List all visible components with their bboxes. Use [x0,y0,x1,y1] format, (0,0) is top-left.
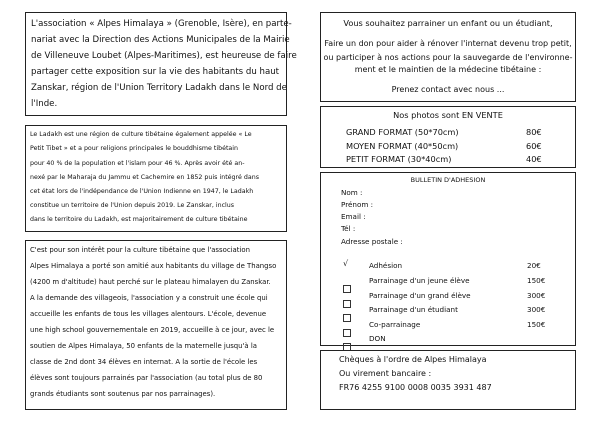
option-label: Parrainage d'un étudiant [369,305,458,314]
option-label: DON [369,334,386,343]
photo-format-label: MOYEN FORMAT (40*50cm) [346,141,459,151]
photo-format-label: GRAND FORMAT (50*70cm) [346,127,459,137]
intro-line: Zanskar, région de l'Union Territory Ladakh dans le Nord de [31,83,287,93]
ladakh-line: pour 40 % de la population et l'islam pour 46 %. Après avoir été an- [30,160,245,167]
payment-box [320,350,576,410]
intro-line: l'Inde. [31,99,58,109]
bulletin-box [320,172,576,346]
iban: FR76 4255 9100 0008 0035 3931 487 [339,383,492,392]
appeal-line: ment et le maintien de la médecine tibétaine : [354,65,542,74]
option-label: Adhésion [369,261,403,270]
appeal-line: ou participer à nos actions pour la sauvegarde de l'environne- [323,53,573,62]
photos-box [320,106,576,168]
history-line: une high school gouvernementale en 2019, accueille à ce jour, avec le [30,326,275,334]
history-line: soutien de Alpes Himalaya, 50 enfants de la maternelle jusqu'à la [30,342,257,350]
photo-format-price: 40€ [526,154,542,164]
option-price: 300€ [527,305,546,314]
form-field-address: Adresse postale : [341,237,403,246]
history-box [25,240,287,410]
option-price: 150€ [527,320,546,329]
option-price: 300€ [527,291,546,300]
history-line: (4200 m d'altitude) haut perché sur le plateau himalayen du Zanskar. [30,278,271,286]
payment-line: Ou virement bancaire : [339,369,432,378]
form-field-firstname: Prénom : [341,200,374,209]
check-mark[interactable]: √ [343,259,349,268]
option-label: Parrainage d'un grand élève [369,291,471,300]
appeal-line: Vous souhaitez parrainer un enfant ou un étudiant, [343,18,553,28]
ladakh-line: cet état lors de l'indépendance de l'Union Indienne en 1947, le Ladakh [30,188,254,195]
ladakh-line: Le Ladakh est une région de culture tibétaine également appelée « Le [30,131,252,138]
ladakh-line: dans le territoire du Ladakh, est majoritairement de culture tibétaine [30,216,248,223]
option-label: Parrainage d'un jeune élève [369,276,470,285]
appeal-line: Prenez contact avec nous ... [391,85,505,94]
ladakh-box [25,125,287,232]
bulletin-title: BULLETIN D'ADHESION [410,176,486,184]
photo-format-price: 60€ [526,141,542,151]
intro-line: de Villeneuve Loubet (Alpes-Maritimes), est heureuse de faire [31,51,297,61]
ladakh-line: Petit Tibet » et a pour religions principales le bouddhisme tibétain [30,145,239,152]
form-field-email: Email : [341,212,366,221]
ladakh-line: constitue un territoire de l'Union depuis 2019. Le Zanskar, inclus [30,202,235,209]
photo-format-price: 80€ [526,127,542,137]
appeal-box [320,12,576,102]
option-price: 20€ [527,261,541,270]
intro-line: partager cette exposition sur la vie des habitants du haut [31,67,280,77]
form-field-phone: Tél : [341,224,356,233]
history-line: Alpes Himalaya a porté son amitié aux habitants du village de Thangso [30,262,277,270]
history-line: accueille les enfants de tous les villages alentours. L'école, devenue [30,310,267,318]
history-line: A la demande des villageois, l'association y a construit une école qui [30,294,268,302]
form-field-name: Nom : [341,188,363,197]
history-line: grands étudiants sont soutenus par nos parrainages). [30,390,216,398]
history-line: C'est pour son intérêt pour la culture tibétaine que l'association [30,246,250,254]
appeal-line: Faire un don pour aider à rénover l'internat devenu trop petit, [324,39,572,48]
history-line: classe de 2nd dont 34 élèves en internat. A la sortie de l'école les [30,358,258,366]
photos-title: Nos photos sont EN VENTE [393,110,503,120]
payment-line: Chèques à l'ordre de Alpes Himalaya [339,355,487,364]
photo-format-label: PETIT FORMAT (30*40cm) [346,154,452,164]
option-label: Co-parrainage [369,320,421,329]
intro-box [25,12,297,116]
option-price: 150€ [527,276,546,285]
intro-line: nariat avec la Direction des Actions Municipales de la Mairie [31,35,290,45]
intro-line: L'association « Alpes Himalaya » (Grenoble, Isère), en parte- [31,19,292,29]
history-line: élèves sont toujours parrainés par l'association (au total plus de 80 [30,374,263,382]
ladakh-line: nexé par le Maharaja du Jammu et Cachemire en 1852 puis intégré dans [30,174,259,181]
